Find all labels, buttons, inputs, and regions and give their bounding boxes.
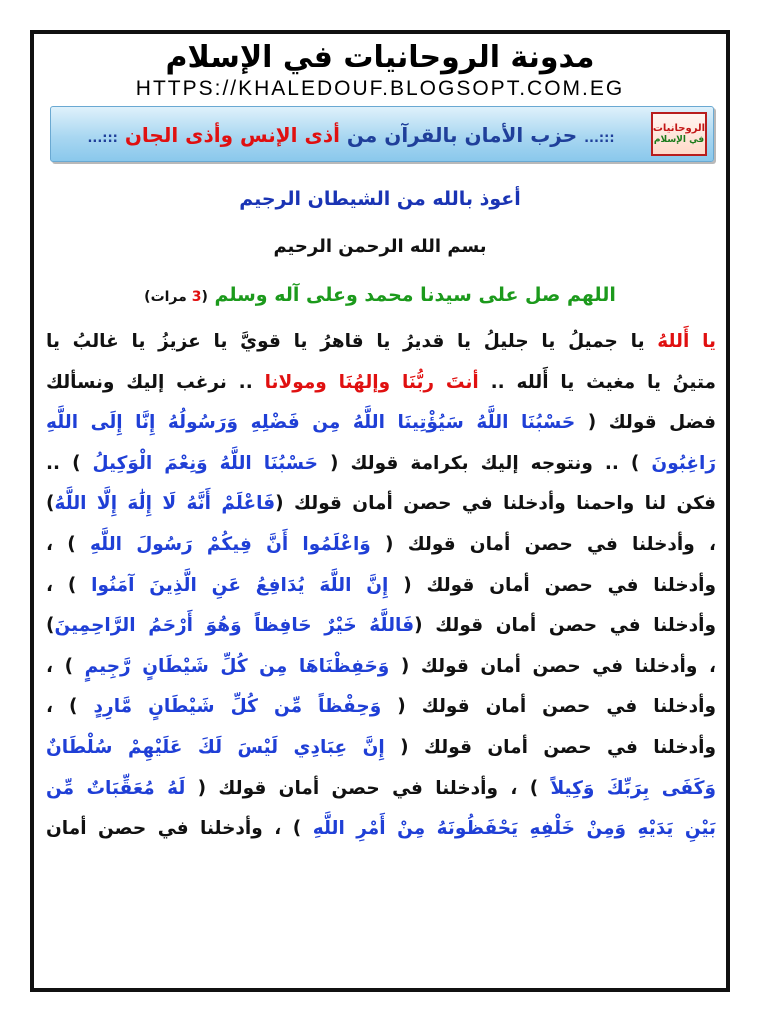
dua-line-13-verse: بَيْنِ يَدَيْهِ وَمِنْ خَلْفِهِ يَحْفَظُونَهُ مِنْ أَمْرِ اللَّهِ	[312, 818, 716, 840]
dua-line-1-text: يا جميلُ يا جليلُ يا قديرُ يا قاهرُ يا قويَّ يا عزيزُ يا غالبُ يا	[46, 331, 658, 352]
dua-line-2-text-a: متينُ يا مغيث يا أَلله ..	[478, 371, 716, 393]
basmala-heading: بسم الله الرحمن الرحيم	[273, 236, 487, 257]
salawat-count-word: مرات	[150, 289, 187, 305]
dua-line-6-verse: وَاعْلَمُوا أَنَّ فِيكُمْ رَسُولَ اللَّهِ	[89, 533, 371, 555]
dua-line-4	[46, 444, 716, 485]
dua-body	[46, 322, 716, 850]
page-frame	[30, 30, 730, 992]
dua-line-6-text-b: ) ،	[46, 533, 90, 555]
banner-title	[61, 107, 641, 163]
dua-line-4-verse-a: رَاغِبُونَ	[651, 452, 716, 474]
logo-text-bottom: في الإسلام	[653, 134, 705, 145]
dua-line-12	[46, 769, 716, 810]
salawat-count: (3 مرات)	[144, 289, 208, 305]
section-banner	[50, 106, 714, 162]
taawwudh-heading: أعوذ بالله من الشيطان الرجيم	[239, 188, 521, 210]
dua-line-3-verse: حَسْبُنَا اللَّهُ سَيُؤْتِينَا اللَّهُ مِن فَضْلِهِ وَرَسُولُهُ إِنَّا إِلَى اللَّهِ	[46, 412, 576, 434]
dua-line-8-verse: فَاللَّهُ خَيْرٌ حَافِظاً وَهُوَ أَرْحَمُ الرَّاحِمِينَ	[54, 615, 415, 637]
banner-dots-left: :::...	[87, 131, 118, 146]
dua-line-5-verse: فَاعْلَمْ أَنَّهُ لَا إِلَٰهَ إِلَّا اللَّهُ	[54, 493, 276, 515]
salawat-text: اللهم صل على سيدنا محمد وعلى آله وسلم	[214, 284, 616, 306]
dua-line-7	[46, 566, 716, 607]
dua-line-4-verse-b: حَسْبُنَا اللَّهُ وَنِعْمَ الْوَكِيلُ	[92, 452, 318, 474]
dua-line-9-verse: وَحَفِظْنَاهَا مِن كُلِّ شَيْطَانٍ رَّجِيمٍ	[84, 655, 390, 677]
dua-line-12-verse-b: لَهُ مُعَقِّبَاتٌ مِّن	[46, 777, 186, 799]
banner-title-part2: أذى الإنس وأذى الجان	[124, 123, 340, 147]
dua-line-8-text-b: )	[46, 615, 55, 637]
dua-line-13	[46, 809, 716, 850]
blog-url[interactable]: HTTPS://KHALEDOUF.BLOGSOPT.COM.EG	[135, 77, 625, 100]
dua-line-12-text: ) ، وأدخلنا في حصن أمان قولك (	[185, 777, 551, 799]
dua-line-2-red: أنتَ ربُّنَا وإلهُنَا ومولانا	[264, 371, 479, 393]
dua-line-10-verse: وَحِفْظاً مِّن كُلِّ شَيْطَانٍ مَّارِدٍ	[93, 696, 382, 718]
salawat-count-number: 3	[191, 289, 202, 305]
dua-line-13-text: ) ، وأدخلنا في حصن أمان	[46, 818, 313, 840]
dua-line-8	[46, 606, 716, 647]
dua-line-10	[46, 687, 716, 728]
dua-line-2-text-b: .. نرغب إليك ونسألك	[46, 371, 265, 393]
dua-line-5	[46, 484, 716, 525]
dua-line-8-text-a: وأدخلنا في حصن أمان قولك (	[414, 615, 716, 637]
blog-title: مدونة الروحانيات في الإسلام	[165, 40, 595, 75]
dua-line-7-verse: إِنَّ اللَّهَ يُدَافِعُ عَنِ الَّذِينَ آمَنُوا	[91, 574, 389, 596]
dua-line-2	[46, 363, 716, 404]
dua-line-9-text-a: ، وأدخلنا في حصن أمان قولك (	[389, 655, 716, 677]
dua-line-1	[46, 322, 716, 363]
dua-line-7-text-a: وأدخلنا في حصن أمان قولك (	[388, 574, 716, 596]
dua-line-10-text-a: وأدخلنا في حصن أمان قولك (	[381, 696, 716, 718]
logo-text-top: الروحانيات	[652, 122, 706, 134]
dua-line-1-red: يا أَللهُ	[657, 331, 716, 352]
dua-line-11-text: وأدخلنا في حصن أمان قولك (	[384, 736, 716, 758]
dua-line-3-text: فضل قولك (	[575, 412, 716, 434]
dua-line-9-text-b: ) ،	[46, 655, 85, 677]
salawat-heading	[34, 279, 726, 313]
dua-line-4-text-a: ) .. ونتوجه إليك بكرامة قولك (	[317, 452, 652, 474]
dua-line-6-text-a: ، وأدخلنا في حصن أمان قولك (	[370, 533, 716, 555]
dua-line-9	[46, 647, 716, 688]
dua-line-3	[46, 403, 716, 444]
banner-dots-right: :::...	[584, 131, 615, 146]
blog-logo	[651, 112, 707, 156]
banner-title-part1: حزب الأمان بالقرآن من	[339, 123, 578, 147]
dua-line-11	[46, 728, 716, 769]
dua-line-12-verse-a: وَكَفَى بِرَبِّكَ وَكِيلاً	[550, 777, 716, 799]
dua-line-5-text-a: فكن لنا واحمنا وأدخلنا في حصن أمان قولك (	[275, 493, 716, 515]
dua-line-10-text-b: ) ،	[46, 696, 94, 718]
dua-line-4-text-b: ) ..	[46, 452, 93, 474]
dua-line-11-verse: إِنَّ عِبَادِي لَيْسَ لَكَ عَلَيْهِمْ سُلْطَانٌ	[46, 736, 385, 758]
dua-line-7-text-b: ) ،	[46, 574, 92, 596]
dua-line-5-text-b: )	[46, 493, 55, 515]
dua-line-6	[46, 525, 716, 566]
